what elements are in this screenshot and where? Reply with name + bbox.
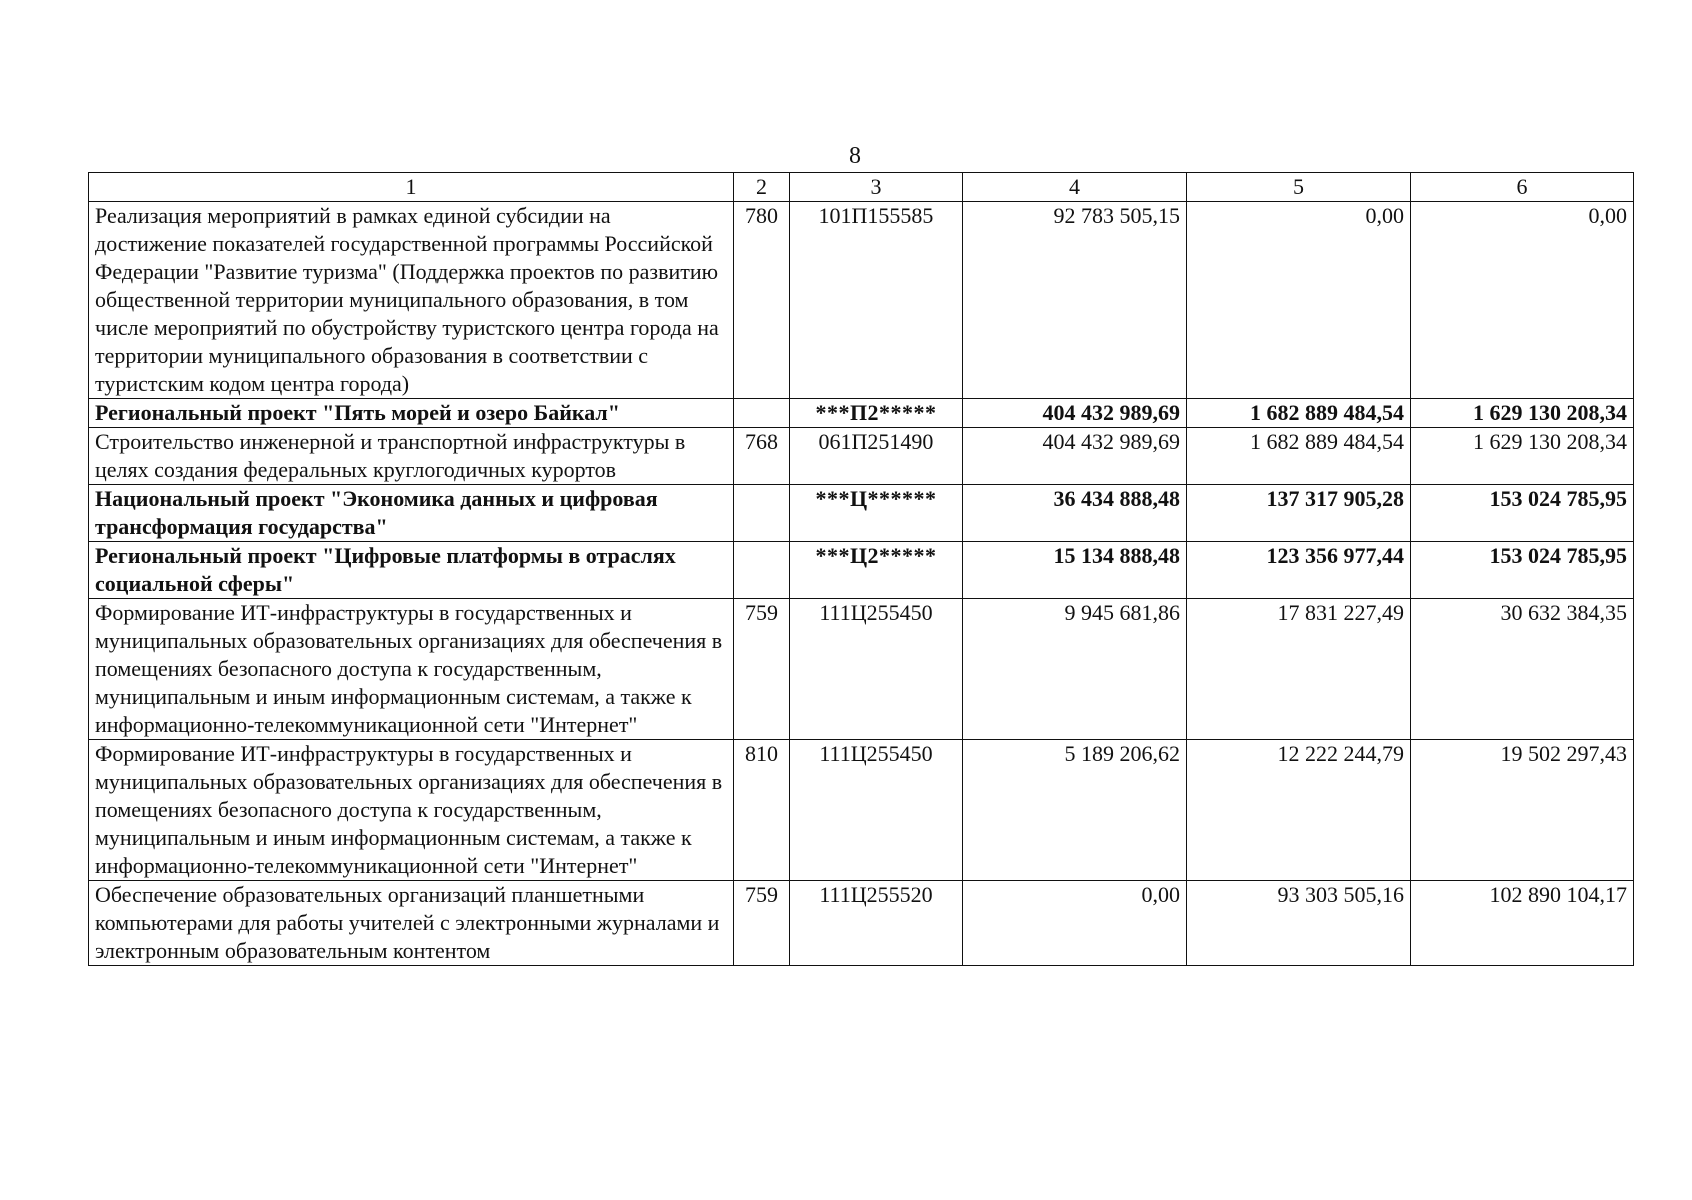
row-amount-col5-cell: 0,00: [1187, 202, 1411, 399]
row-amount-col6-cell: 153 024 785,95: [1411, 485, 1634, 542]
row-amount-col6-cell: 19 502 297,43: [1411, 740, 1634, 881]
row-name-cell: Обеспечение образовательных организаций планшетными компьютерами для работы учителей с электронными журналами и электронным образовательным контентом: [89, 881, 734, 966]
row-name-cell: Формирование ИТ-инфраструктуры в государственных и муниципальных образовательных организациях для обеспечения в помещениях безопасного доступа к государственным, муниципальным и иным информационным системам, а также к информационно-телекоммуникационной сети "Интернет": [89, 740, 734, 881]
row-code-cell: 780: [734, 202, 790, 399]
row-code-cell: [734, 399, 790, 428]
row-amount-col5-cell: 1 682 889 484,54: [1187, 399, 1411, 428]
column-header: 2: [734, 173, 790, 202]
row-code-cell: 759: [734, 881, 790, 966]
table-row: [89, 202, 1634, 399]
row-amount-col6-cell: 0,00: [1411, 202, 1634, 399]
row-code-cell: [734, 485, 790, 542]
table-row: [89, 881, 1634, 966]
row-amount-col4-cell: 92 783 505,15: [963, 202, 1187, 399]
row-amount-col6-cell: 1 629 130 208,34: [1411, 399, 1634, 428]
row-name-cell: Формирование ИТ-инфраструктуры в государственных и муниципальных образовательных организациях для обеспечения в помещениях безопасного доступа к государственным, муниципальным и иным информационным системам, а также к информационно-телекоммуникационной сети "Интернет": [89, 599, 734, 740]
column-header: 6: [1411, 173, 1634, 202]
row-amount-col4-cell: 5 189 206,62: [963, 740, 1187, 881]
row-name-cell: Региональный проект "Пять морей и озеро Байкал": [89, 399, 734, 428]
row-name-cell: Национальный проект "Экономика данных и цифровая трансформация государства": [89, 485, 734, 542]
row-target-code-cell: ***Ц******: [790, 485, 963, 542]
row-amount-col5-cell: 12 222 244,79: [1187, 740, 1411, 881]
row-target-code-cell: 111Ц255450: [790, 599, 963, 740]
row-amount-col5-cell: 93 303 505,16: [1187, 881, 1411, 966]
row-target-code-cell: ***П2*****: [790, 399, 963, 428]
row-amount-col4-cell: 0,00: [963, 881, 1187, 966]
column-header: 5: [1187, 173, 1411, 202]
row-amount-col6-cell: 153 024 785,95: [1411, 542, 1634, 599]
column-header: 1: [89, 173, 734, 202]
row-name-cell: Строительство инженерной и транспортной инфраструктуры в целях создания федеральных круглогодичных курортов: [89, 428, 734, 485]
row-amount-col5-cell: 1 682 889 484,54: [1187, 428, 1411, 485]
table-body: [89, 202, 1634, 966]
row-amount-col6-cell: 30 632 384,35: [1411, 599, 1634, 740]
row-target-code-cell: 061П251490: [790, 428, 963, 485]
row-amount-col5-cell: 123 356 977,44: [1187, 542, 1411, 599]
row-code-cell: 759: [734, 599, 790, 740]
table-row: [89, 428, 1634, 485]
row-amount-col5-cell: 137 317 905,28: [1187, 485, 1411, 542]
row-target-code-cell: 101П155585: [790, 202, 963, 399]
row-amount-col4-cell: 15 134 888,48: [963, 542, 1187, 599]
header-row: [89, 173, 1634, 202]
row-code-cell: 768: [734, 428, 790, 485]
row-amount-col4-cell: 404 432 989,69: [963, 399, 1187, 428]
row-code-cell: 810: [734, 740, 790, 881]
table-row: [89, 399, 1634, 428]
row-amount-col4-cell: 9 945 681,86: [963, 599, 1187, 740]
table-row: [89, 542, 1634, 599]
row-target-code-cell: 111Ц255520: [790, 881, 963, 966]
table-row: [89, 740, 1634, 881]
row-amount-col4-cell: 404 432 989,69: [963, 428, 1187, 485]
row-name-cell: Реализация мероприятий в рамках единой субсидии на достижение показателей государственной программы Российской Федерации "Развитие туризма" (Поддержка проектов по развитию общественной территории муниципального образования, в том числе мероприятий по обустройству туристского центра города на территории муниципального образования в соответствии с туристским кодом центра города): [89, 202, 734, 399]
row-target-code-cell: 111Ц255450: [790, 740, 963, 881]
page-number: 8: [849, 143, 861, 169]
row-name-cell: Региональный проект "Цифровые платформы в отраслях социальной сферы": [89, 542, 734, 599]
table-row: [89, 485, 1634, 542]
row-amount-col6-cell: 1 629 130 208,34: [1411, 428, 1634, 485]
row-code-cell: [734, 542, 790, 599]
row-target-code-cell: ***Ц2*****: [790, 542, 963, 599]
row-amount-col5-cell: 17 831 227,49: [1187, 599, 1411, 740]
column-header: 4: [963, 173, 1187, 202]
table-row: [89, 599, 1634, 740]
column-header: 3: [790, 173, 963, 202]
row-amount-col6-cell: 102 890 104,17: [1411, 881, 1634, 966]
row-amount-col4-cell: 36 434 888,48: [963, 485, 1187, 542]
budget-table: [88, 172, 1634, 966]
